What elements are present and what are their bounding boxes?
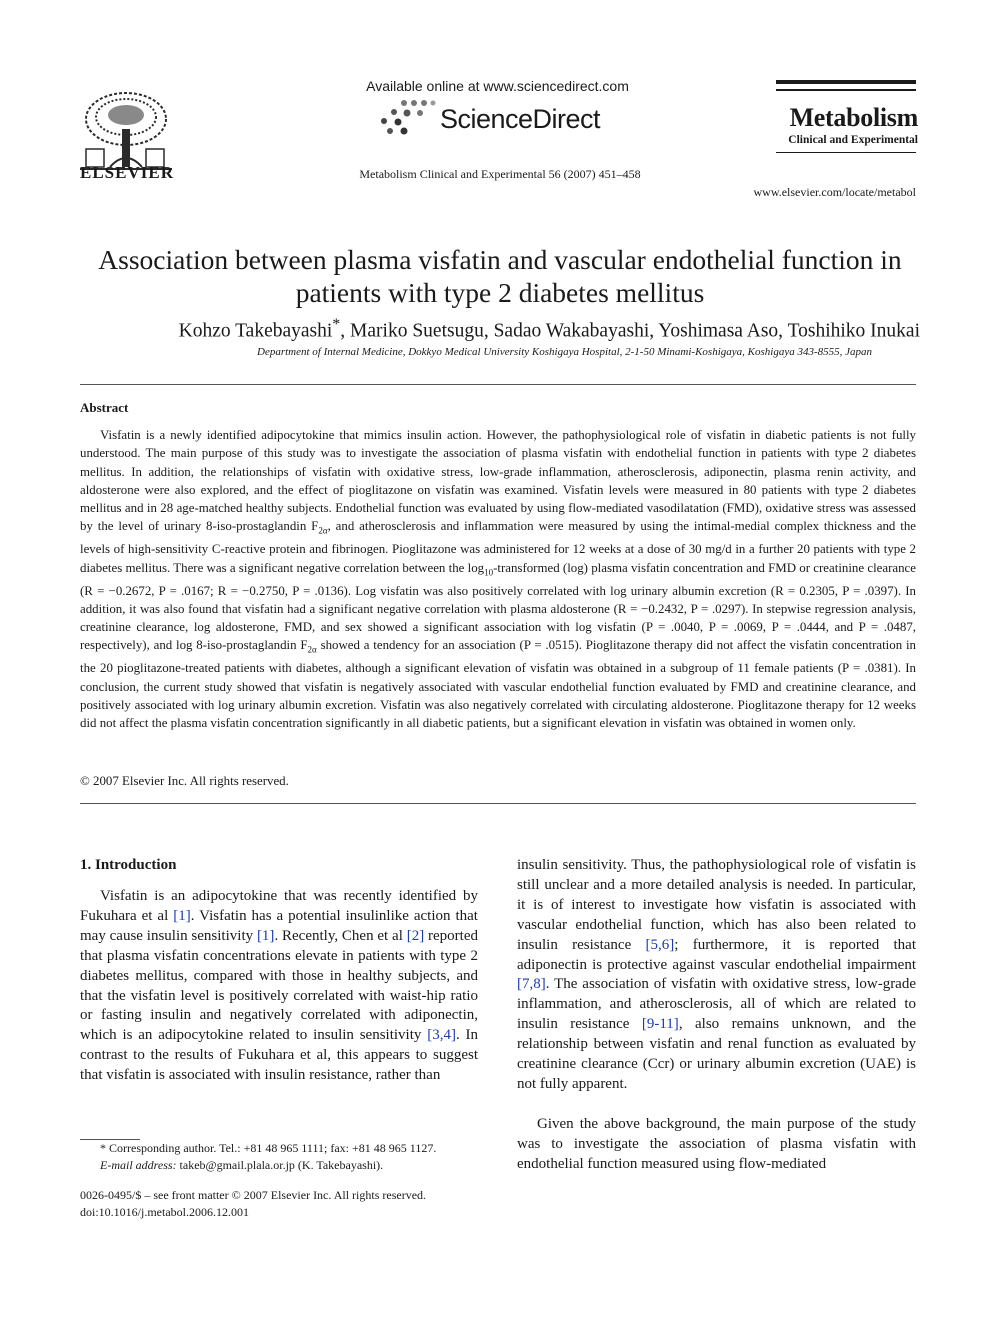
reference-link[interactable]: [5,6] bbox=[645, 936, 675, 953]
body-text: ; furthermore, it is reported that adiponectin is protective against vascular endothelial impairment bbox=[517, 936, 916, 973]
body-text: insulin sensitivity. Thus, the pathophysiological role of visfatin is still unclear and a more detailed analysis is needed. In particular, it is of interest to investigate how visfatin is associated with vascular endothelial function, which has also been related to insulin resistance bbox=[517, 857, 916, 953]
subscript: 2α bbox=[307, 645, 317, 655]
body-text: . Visfatin has a potential insulinlike action that may cause insulin sensitivity bbox=[80, 907, 478, 944]
section-divider bbox=[80, 803, 916, 804]
reference-link[interactable]: [7,8] bbox=[517, 976, 546, 993]
journal-rule bbox=[776, 152, 916, 153]
body-text: Visfatin is an adipocytokine that was recently identified by Fukuhara et al bbox=[80, 888, 478, 924]
sciencedirect-dots-icon bbox=[380, 100, 436, 136]
email-label: E-mail address: bbox=[100, 1158, 177, 1172]
abstract-text: showed a tendency for an association (P = .0515). Pioglitazone therapy did not affect the visfatin concentration in the 20 pioglitazone-treated patients with diabetes, although a significant elevation of visfatin was obtained in a subgroup of 11 female patients (P = .0381). In conclusion, the current study showed that visfatin is negatively associated with vascular endothelial function evaluated by FMD and creatinine clearance, and positively associated with log urinary albumin excretion. Visfatin was also negatively correlated with circulating aldosterone. Pioglitazone therapy for 12 weeks did not affect the plasma visfatin concentration significantly in all diabetic patients, but a significant elevation in visfatin was obtained in women only. bbox=[80, 638, 916, 731]
doi[interactable]: doi:10.1016/j.metabol.2006.12.001 bbox=[80, 1205, 249, 1219]
section-divider bbox=[80, 384, 916, 385]
abstract-heading: Abstract bbox=[80, 400, 129, 415]
body-text: . Recently, Chen et al bbox=[274, 927, 407, 944]
email-footnote bbox=[100, 1158, 500, 1173]
journal-rule bbox=[776, 89, 916, 91]
front-matter: 0026-0495/$ – see front matter © 2007 Elsevier Inc. All rights reserved. bbox=[80, 1188, 427, 1202]
available-online: Available online at www.sciencedirect.com bbox=[366, 78, 629, 94]
intro-paragraph bbox=[517, 856, 916, 1095]
reference-link[interactable]: [3,4] bbox=[427, 1027, 456, 1044]
abstract-body bbox=[80, 426, 916, 732]
body-text: , also remains unknown, and the relationship between visfatin and renal function as evaluated by creatinine clearance (Ccr) or urinary albumin excretion (UAE) is not fully apparent. bbox=[517, 1016, 916, 1092]
corresponding-footnote: * Corresponding author. Tel.: +81 48 965 1111; fax: +81 48 965 1127. bbox=[100, 1141, 437, 1155]
author-list bbox=[60, 316, 920, 343]
other-authors: , Mariko Suetsugu, Sadao Wakabayashi, Yoshimasa Aso, Toshihiko Inukai bbox=[340, 320, 920, 342]
intro-paragraph: Given the above background, the main purpose of the study was to investigate the association of plasma visfatin with endothelial function measured using flow-mediated bbox=[517, 1116, 916, 1172]
subscript: 10 bbox=[484, 567, 494, 578]
first-author: Kohzo Takebayashi bbox=[178, 320, 333, 342]
sciencedirect-brand: ScienceDirect bbox=[440, 104, 601, 134]
abstract-text: , and atherosclerosis and inflammation were measured by using the intimal-medial complex thickness and the levels of high-sensitivity C-reactive protein and fibrinogen. Pioglitazone was administered for 12 weeks at a dose of 30 mg/d in a further 20 patients with type 2 diabetes mellitus. There was a significant negative correlation between the log bbox=[80, 519, 916, 575]
journal-title: Metabolism bbox=[789, 103, 918, 132]
abstract-text: -transformed (log) plasma visfatin concentration and FMD or creatinine clearance (R = −0.2672, P = .0167; R = −0.2750, P = .0136). Log visfatin was also positively correlated with log urinary albumin excretion (R = 0.2305, P = .0397). In addition, it was also found that visfatin had a significant negative correlation with plasma aldosterone (R = −0.2432, P = .0297). In stepwise regression analysis, creatinine clearance, log aldosterone, FMD, and sex showed a significant association with log visfatin (P = .0040, P = .0069, P = .0444, and P = .0487, respectively), and log 8-iso-prostaglandin F bbox=[80, 560, 916, 653]
abstract-text: Visfatin is a newly identified adipocytokine that mimics insulin action. However, the pathophysiological role of visfatin in diabetic patients is not fully understood. The main purpose of this study was to investigate the association of plasma visfatin with endothelial function in patients with type 2 diabetes mellitus. In addition, the relationships of visfatin with oxidative stress, low-grade inflammation, atherosclerosis, adiponectin, plasma renin activity, and aldosterone were also explored, and the effect of pioglitazone on visfatin was examined. Visfatin levels were measured in 80 patients with type 2 diabetes mellitus and in 28 age-matched healthy subjects. Endothelial function was evaluated by using flow-mediated vasodilatation (FMD), oxidative stress was assessed by the level of urinary 8-iso-prostaglandin F bbox=[80, 428, 916, 534]
intro-paragraph bbox=[80, 887, 478, 1086]
body-text: reported that plasma visfatin concentrations elevate in patients with type 2 diabetes mellitus, compared with those in healthy subjects, and that the visfatin level is positively correlated with waist-hip ratio or fasting insulin and negatively correlated with adiponectin, which is an adipocytokine related to insulin sensitivity bbox=[80, 927, 478, 1044]
reference-link[interactable]: [2] bbox=[406, 927, 425, 944]
journal-subtitle: Clinical and Experimental bbox=[788, 134, 918, 146]
body-text: . The association of visfatin with oxidative stress, low-grade inflammation, and atherosclerosis, all of which are related to insulin resistance bbox=[517, 976, 916, 1033]
article-title: Association between plasma visfatin and vascular endothelial function in patients with type 2 diabetes mellitus bbox=[98, 244, 902, 308]
reference-link[interactable]: [9-11] bbox=[641, 1016, 679, 1033]
journal-rule bbox=[776, 80, 916, 84]
copyright: © 2007 Elsevier Inc. All rights reserved. bbox=[80, 774, 289, 788]
reference-link[interactable]: [1] bbox=[173, 907, 191, 924]
journal-url[interactable]: www.elsevier.com/locate/metabol bbox=[753, 185, 916, 199]
body-text: . In contrast to the results of Fukuhara et al, this appears to suggest that visfatin is associated with insulin resistance, rather than bbox=[80, 1027, 479, 1084]
reference-link[interactable]: [1] bbox=[256, 927, 275, 944]
publisher-name: ELSEVIER bbox=[80, 163, 174, 182]
section-heading: 1. Introduction bbox=[80, 857, 177, 873]
email-address[interactable]: takeb@gmail.plala.or.jp (K. Takebayashi). bbox=[176, 1158, 384, 1172]
affiliation: Department of Internal Medicine, Dokkyo Medical University Koshigaya Hospital, 2-1-50 Minami-Koshigaya, Koshigaya 343-8555, Japan bbox=[257, 346, 872, 358]
subscript: 2α bbox=[318, 526, 328, 537]
corresponding-mark[interactable]: * bbox=[332, 316, 341, 333]
journal-citation: Metabolism Clinical and Experimental 56 (2007) 451–458 bbox=[359, 167, 641, 181]
footnote-rule bbox=[80, 1139, 140, 1140]
